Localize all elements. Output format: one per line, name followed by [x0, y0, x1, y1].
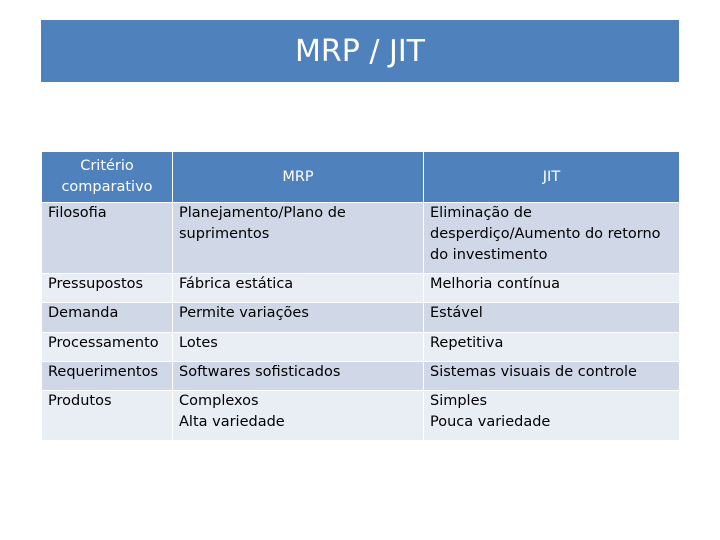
- row-jit: Repetitiva: [424, 333, 680, 362]
- cell-line: desperdiço/Aumento do retorno: [430, 226, 661, 242]
- row-jit: Sistemas visuais de controle: [424, 362, 680, 391]
- header-jit: JIT: [424, 152, 680, 203]
- row-criterion: Requerimentos: [42, 362, 173, 391]
- row-mrp: Permite variações: [173, 303, 424, 333]
- row-criterion: Produtos: [42, 391, 173, 441]
- table-row: [42, 203, 680, 274]
- row-mrp: Fábrica estática: [173, 274, 424, 303]
- cell-line: Pouca variedade: [430, 414, 551, 430]
- header-criterion-line-1: Critério: [80, 158, 134, 174]
- header-mrp: MRP: [173, 152, 424, 203]
- table-row: [42, 391, 680, 441]
- cell-line: Simples: [430, 393, 488, 409]
- row-jit: [424, 391, 680, 441]
- row-criterion: Demanda: [42, 303, 173, 333]
- header-criterion: [42, 152, 173, 203]
- page-title: MRP / JIT: [294, 33, 426, 69]
- row-mrp: [173, 203, 424, 274]
- row-jit: Estável: [424, 303, 680, 333]
- row-criterion: Filosofia: [42, 203, 173, 274]
- cell-line: do investimento: [430, 247, 548, 263]
- row-criterion: Processamento: [42, 333, 173, 362]
- cell-line: Eliminação de: [430, 205, 532, 221]
- table-row: [42, 333, 680, 362]
- row-mrp: Softwares sofisticados: [173, 362, 424, 391]
- cell-line: Complexos: [179, 393, 259, 409]
- table-row: [42, 303, 680, 333]
- row-mrp: Lotes: [173, 333, 424, 362]
- cell-line: Alta variedade: [179, 414, 285, 430]
- cell-line: suprimentos: [179, 226, 270, 242]
- table-row: [42, 362, 680, 391]
- title-bar: [41, 20, 679, 82]
- row-jit: [424, 203, 680, 274]
- table-header-row: [42, 152, 680, 203]
- comparison-table: [41, 151, 680, 441]
- row-jit: Melhoria contínua: [424, 274, 680, 303]
- table-row: [42, 274, 680, 303]
- row-criterion: Pressupostos: [42, 274, 173, 303]
- header-criterion-line-2: comparativo: [61, 179, 153, 195]
- row-mrp: [173, 391, 424, 441]
- cell-line: Planejamento/Plano de: [179, 205, 346, 221]
